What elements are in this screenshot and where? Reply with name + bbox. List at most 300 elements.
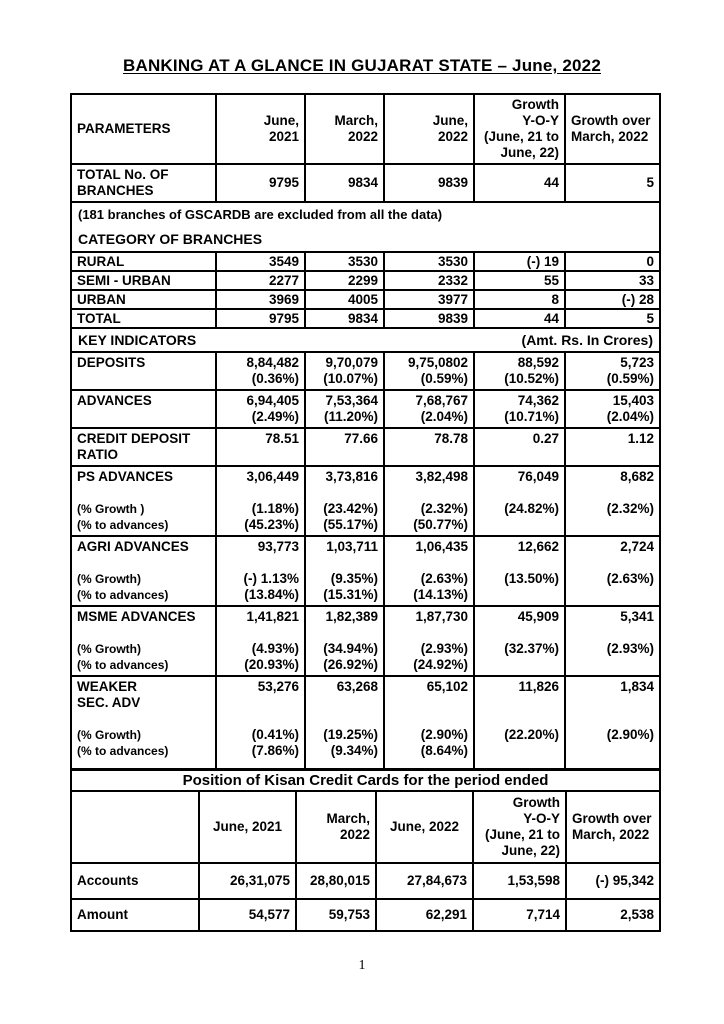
cell-line: 28,80,015 [309,873,370,888]
cell-line: (23.42%) [323,501,378,516]
value-cell [384,94,474,164]
value-cell [565,252,660,271]
row-label-cell [71,536,216,606]
value-cell [384,352,474,390]
value-cell [473,791,566,863]
cell-line: 27,84,673 [406,873,467,888]
value-cell [305,390,384,428]
cell-line: (2.32%) [420,501,468,516]
value-cell [216,290,305,309]
value-cell [216,466,305,536]
value-cell [384,466,474,536]
row-label-cell [71,676,216,770]
cell-line: (0.59%) [606,371,654,386]
cell-line: 2021 [268,129,299,144]
cell-line [390,625,468,641]
value-cell [565,352,660,390]
value-cell [199,863,296,899]
cell-line: 2022 [347,129,378,144]
table-row [71,252,660,271]
kisan-table-body [71,769,660,931]
cell-line: 65,102 [426,679,468,694]
cell-line [571,485,654,501]
value-cell [565,466,660,536]
cell-line: 78.51 [265,431,299,446]
value-cell [473,863,566,899]
value-cell [384,390,474,428]
cell-line: (-) 28 [621,292,654,307]
row-label-cell [71,290,216,309]
cell-line: Growth over [572,811,652,826]
cell-line [77,625,210,641]
value-cell [565,390,660,428]
value-cell [305,94,384,164]
cell-line: (7.86%) [251,743,299,758]
value-cell [384,606,474,676]
value-cell [305,676,384,770]
cell-line [390,711,468,727]
value-cell [474,309,565,328]
cell-line: (24.82%) [504,501,559,516]
cell-line: 44 [543,175,559,190]
kisan-credit-cards-table [70,768,661,932]
row-label-cell [71,899,199,931]
cell-line: 9839 [437,311,468,326]
cell-line: 9839 [437,175,468,190]
cell-line: 3530 [347,254,378,269]
cell-line: 78.78 [434,431,468,446]
cell-line: DEPOSITS [77,355,146,370]
cell-line [311,625,378,641]
cell-line: (10.71%) [504,409,559,424]
cell-line: 77.66 [344,431,378,446]
cell-line: 9,70,079 [325,355,378,370]
cell-line: Amount [77,907,128,922]
cell-line: (26.92%) [323,657,378,672]
cell-line: (% Growth) [77,572,141,586]
cell-line [571,711,654,727]
cell-line: (June, 21 to [483,129,559,144]
value-cell [376,899,473,931]
cell-line: (20.93%) [244,657,299,672]
value-cell [384,271,474,290]
cell-line: 26,31,075 [229,873,290,888]
banking-at-a-glance-table [70,93,661,771]
cell-line [77,711,210,727]
cell-line: June, 22) [500,145,559,160]
cell-line: (2.90%) [420,727,468,742]
value-cell [565,428,660,466]
cell-line: March, 2022 [572,827,650,842]
cell-line [390,695,468,711]
cell-line: 53,276 [257,679,299,694]
value-cell [296,899,376,931]
cell-line: 9834 [347,311,378,326]
row-label-cell [71,863,199,899]
value-cell [474,271,565,290]
cell-line: (2.32%) [606,501,654,516]
value-cell [565,271,660,290]
value-cell [305,352,384,390]
value-cell [305,606,384,676]
value-cell [565,309,660,328]
cell-line [571,555,654,571]
cell-line: (0.59%) [420,371,468,386]
cell-line: 9,75,0802 [407,355,468,370]
cell-line: 88,592 [517,355,559,370]
cell-line: 3,06,449 [246,469,299,484]
cell-line: (June, 21 to [484,827,560,842]
cell-line: (13.50%) [504,571,559,586]
cell-line: 5,723 [620,355,654,370]
value-cell [473,899,566,931]
cell-line: 93,773 [257,539,299,554]
cell-line [311,485,378,501]
value-cell [474,94,565,164]
cell-line: CREDIT DEPOSIT [77,431,191,446]
cell-line: 74,362 [517,393,559,408]
cell-line: PARAMETERS [77,121,171,136]
cell-line: 7,53,364 [325,393,378,408]
cell-line: SEC. ADV [77,695,141,710]
cell-line: 63,268 [336,679,378,694]
cell-line: (% Growth) [77,642,141,656]
cell-line: TOTAL [77,311,121,326]
cell-line [480,555,559,571]
value-cell [565,164,660,202]
cell-line: 11,826 [518,679,559,694]
note-row [71,202,660,252]
value-cell [474,466,565,536]
table-row [71,791,660,863]
value-cell [384,164,474,202]
row-label-cell [71,94,216,164]
cell-line [390,485,468,501]
table-row [71,309,660,328]
cell-line: Growth [511,97,559,112]
cell-line: (22.20%) [504,727,559,742]
banking-table-body [71,94,660,770]
cell-line: 3530 [437,254,468,269]
cell-line: 2299 [347,273,378,288]
cell-line: 3549 [268,254,299,269]
table-row [71,290,660,309]
value-cell [474,352,565,390]
cell-line [77,485,210,501]
cell-line: (9.35%) [330,571,378,586]
value-cell [305,466,384,536]
value-cell [565,676,660,770]
value-cell [216,676,305,770]
table-row [71,390,660,428]
cell-line: (4.93%) [251,641,299,656]
value-cell [376,863,473,899]
cell-line: 9795 [268,175,299,190]
page-number: 1 [358,958,366,973]
cell-line: Y-O-Y [522,113,559,128]
table-row [71,863,660,899]
section-row [71,328,660,352]
cell-line: (45.23%) [244,517,299,532]
cell-line: 9795 [268,311,299,326]
cell-line: (11.20%) [323,409,378,424]
table-row [71,536,660,606]
value-cell [305,271,384,290]
cell-line: 7,714 [526,907,560,922]
value-cell [565,536,660,606]
cell-line: 1,82,389 [325,609,378,624]
cell-line: 1,87,730 [415,609,468,624]
row-label-cell [71,428,216,466]
value-cell [384,252,474,271]
cell-line: (% Growth ) [77,502,145,516]
cell-line: 2,538 [620,907,655,922]
cell-line: 3,82,498 [415,469,468,484]
cell-line: (0.36%) [251,371,299,386]
value-cell [296,863,376,899]
cell-line: 2022 [437,129,468,144]
cell-line [311,695,378,711]
cell-line: 54,577 [248,907,290,922]
cell-line: (2.90%) [606,727,654,742]
cell-line: 6,94,405 [246,393,299,408]
value-cell [216,252,305,271]
cell-line: (% to advances) [77,518,169,532]
cell-line: 1,03,711 [326,539,378,554]
cell-line: (15.31%) [323,587,378,602]
cell-line: Growth [512,795,560,810]
cell-line: (13.84%) [244,587,299,602]
value-cell [199,899,296,931]
cell-line: 76,049 [517,469,559,484]
cell-line: (-) 1.13% [243,571,299,586]
table-row [71,676,660,770]
cell-line: (% Growth) [77,728,141,742]
row-label-cell [71,352,216,390]
value-cell [474,252,565,271]
cell-line: (1.18%) [251,501,299,516]
cell-line: 9834 [347,175,378,190]
cell-line: 33 [638,273,654,288]
value-cell [566,899,660,931]
cell-line: 8,682 [620,469,654,484]
value-cell [474,290,565,309]
cell-line: (2.04%) [420,409,468,424]
cell-line [480,711,559,727]
category-of-branches-heading: CATEGORY OF BRANCHES [78,231,263,247]
value-cell [305,428,384,466]
cell-line: (% to advances) [77,588,169,602]
value-cell [305,290,384,309]
cell-line: June, 22) [501,843,560,858]
cell-line: (% to advances) [77,744,169,758]
cell-line: (19.25%) [323,727,378,742]
value-cell [384,428,474,466]
cell-line: (2.63%) [606,571,654,586]
cell-line [311,555,378,571]
cell-line: 5 [646,311,654,326]
value-cell [216,352,305,390]
value-cell [216,94,305,164]
table-row [71,466,660,536]
value-cell [216,390,305,428]
cell-line [480,485,559,501]
value-cell [216,309,305,328]
value-cell [305,252,384,271]
kisan-table-title: Position of Kisan Credit Cards for the period ended [71,769,660,791]
cell-line [222,625,299,641]
cell-line: 1,834 [620,679,654,694]
row-label-cell [71,252,216,271]
cell-line: (9.34%) [330,743,378,758]
amount-unit-label: (Amt. Rs. In Crores) [521,332,653,348]
value-cell [474,606,565,676]
cell-line: 5 [646,175,654,190]
row-label-cell [71,466,216,536]
value-cell [305,309,384,328]
table-row [71,428,660,466]
value-cell [474,676,565,770]
cell-line: 7,68,767 [415,393,468,408]
cell-line: 1.12 [627,431,654,446]
cell-line: Y-O-Y [523,811,560,826]
cell-line: 3969 [268,292,299,307]
cell-line: BRANCHES [77,183,154,198]
cell-line: 2022 [339,827,370,842]
cell-line [571,695,654,711]
value-cell [566,863,660,899]
cell-line: 15,403 [612,393,654,408]
cell-line: WEAKER [77,679,137,694]
cell-line: (34.94%) [323,641,378,656]
value-cell [305,536,384,606]
cell-line: RURAL [77,254,125,269]
value-cell [216,536,305,606]
cell-line [480,625,559,641]
gscardb-note: (181 branches of GSCARDB are excluded from all the data) [78,207,443,222]
value-cell [565,94,660,164]
row-label-cell [71,606,216,676]
value-cell [474,390,565,428]
row-label-cell [71,164,216,202]
cell-line: 12,662 [517,539,559,554]
value-cell [565,290,660,309]
cell-line [480,695,559,711]
section-cell [71,328,660,352]
cell-line: 1,53,598 [507,873,560,888]
row-label-cell [71,271,216,290]
cell-line: 62,291 [425,907,467,922]
cell-line: 1,41,821 [246,609,299,624]
value-cell [566,791,660,863]
cell-line: (-) 19 [526,254,559,269]
table-row [71,899,660,931]
cell-line: (10.52%) [504,371,559,386]
cell-line [222,555,299,571]
kisan-table-title-row [71,769,660,791]
cell-line: 8 [551,292,559,307]
cell-line: (2.63%) [420,571,468,586]
cell-line: (2.93%) [606,641,654,656]
cell-line: (-) 95,342 [595,873,655,888]
cell-line [222,695,299,711]
value-cell [216,428,305,466]
value-cell [565,606,660,676]
value-cell [216,271,305,290]
cell-line [311,711,378,727]
cell-line: 2277 [268,273,299,288]
cell-line: (2.93%) [420,641,468,656]
cell-line: (% to advances) [77,658,169,672]
key-indicators-heading: KEY INDICATORS [78,332,197,348]
value-cell [384,290,474,309]
value-cell [296,791,376,863]
value-cell [384,309,474,328]
cell-line: 3977 [437,292,468,307]
cell-line: 0.27 [532,431,559,446]
cell-line: 2332 [437,273,468,288]
value-cell [384,676,474,770]
table-row [71,94,660,164]
cell-line: June, 2021 [212,819,283,834]
table-row [71,164,660,202]
cell-line: AGRI ADVANCES [77,539,189,554]
cell-line: (8.64%) [420,743,468,758]
value-cell [305,164,384,202]
cell-line: (2.49%) [251,409,299,424]
cell-line: 1,06,435 [415,539,468,554]
cell-line: (0.41%) [251,727,299,742]
cell-line [571,625,654,641]
cell-line: TOTAL No. OF [77,167,169,182]
cell-line: March, 2022 [571,129,649,144]
value-cell [216,164,305,202]
note-cell [71,202,660,252]
cell-line [77,555,210,571]
value-cell [199,791,296,863]
cell-line: Accounts [77,873,139,888]
value-cell [216,606,305,676]
cell-line: 4005 [347,292,378,307]
page-title: BANKING AT A GLANCE IN GUJARAT STATE – June, 2022 [123,56,601,75]
cell-line: ADVANCES [77,393,152,408]
cell-line: 3,73,816 [325,469,378,484]
cell-line: June, [263,113,299,128]
cell-line [222,711,299,727]
value-cell [474,428,565,466]
cell-line: PS ADVANCES [77,469,174,484]
cell-line: (32.37%) [504,641,559,656]
value-cell [474,536,565,606]
cell-line: URBAN [77,292,126,307]
value-cell [474,164,565,202]
cell-line: 8,84,482 [246,355,299,370]
cell-line: 5,341 [620,609,654,624]
row-label-cell [71,791,199,863]
cell-line: Growth over [571,113,651,128]
cell-line: 59,753 [328,907,370,922]
cell-line: MSME ADVANCES [77,609,196,624]
cell-line: (55.17%) [323,517,378,532]
cell-line [222,485,299,501]
cell-line: (24.92%) [413,657,468,672]
cell-line: (50.77%) [413,517,468,532]
cell-line: (10.07%) [323,371,378,386]
cell-line [390,555,468,571]
cell-line: June, [432,113,468,128]
cell-line: RATIO [77,447,118,462]
cell-line: 44 [543,311,559,326]
